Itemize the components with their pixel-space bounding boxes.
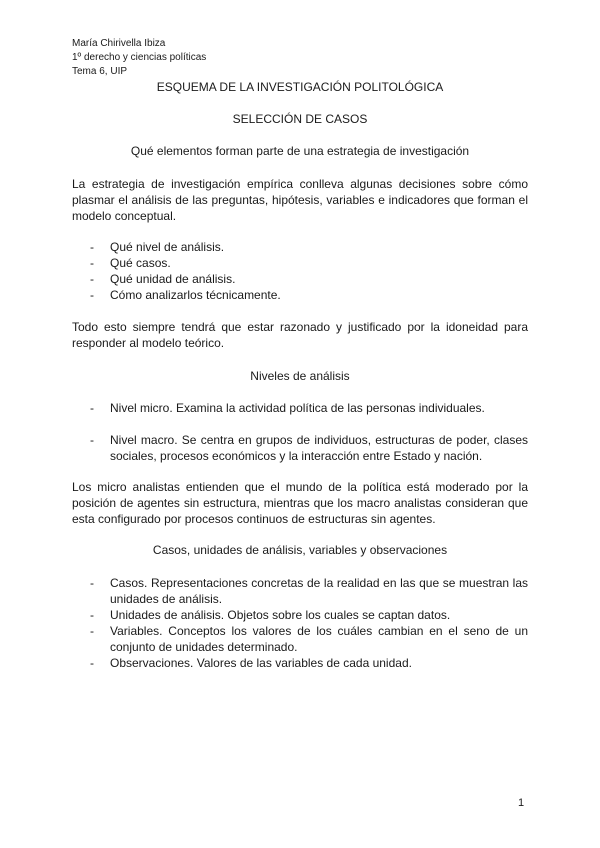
section-subheading-estrategia: Qué elementos forman parte de una estrategia de investigación <box>130 144 470 158</box>
list-item: - Variables. Conceptos los valores de los cuáles cambian en el seno de un conjunto de unidades determinado. <box>90 624 528 654</box>
section-heading-niveles: Niveles de análisis <box>250 369 350 383</box>
list-item: - Nivel macro. Se centra en grupos de individuos, estructuras de poder, clases sociales, procesos económicos y la interacción entre Estado y nación. <box>90 433 528 463</box>
document-title: ESQUEMA DE LA INVESTIGACIÓN POLITOLÓGICA <box>156 80 444 94</box>
bullet-dash: - <box>90 608 94 622</box>
cases-list <box>72 575 528 671</box>
bullet-dash: - <box>90 256 94 270</box>
list-item: - Nivel micro. Examina la actividad política de las personas individuales. <box>90 401 485 415</box>
section-heading-seleccion: SELECCIÓN DE CASOS <box>232 112 368 126</box>
bullet-dash: - <box>90 433 94 447</box>
author-name: María Chirivella Ibiza <box>72 38 166 49</box>
bullet-dash: - <box>90 576 94 590</box>
list-item: - Casos. Representaciones concretas de la realidad en las que se muestran las unidades de análisis. <box>90 576 528 606</box>
page-number: 1 <box>518 797 525 809</box>
bullet-dash: - <box>90 656 94 670</box>
list-item: - Qué nivel de análisis. <box>90 240 225 254</box>
bullet-dash: - <box>90 288 94 302</box>
bullet-dash: - <box>90 401 94 415</box>
list-item: - Observaciones. Valores de las variables de cada unidad. <box>90 656 412 670</box>
strategy-list <box>72 239 528 303</box>
levels-list <box>72 400 528 464</box>
topic-label: Tema 6, UIP <box>72 66 128 77</box>
bullet-dash: - <box>90 240 94 254</box>
list-item: - Unidades de análisis. Objetos sobre los cuales se captan datos. <box>90 608 451 622</box>
list-item: - Qué unidad de análisis. <box>90 272 236 286</box>
intro-paragraph: La estrategia de investigación empírica conlleva algunas decisiones sobre cómo plasmar el análisis de las preguntas, hipótesis, variables e indicadores que forman el modelo conceptual. <box>72 177 528 223</box>
bullet-dash: - <box>90 272 94 286</box>
list-item: - Cómo analizarlos técnicamente. <box>90 288 281 302</box>
analysts-paragraph: Los micro analistas entienden que el mundo de la política está moderado por la posición de agentes sin estructura, mientras que los macro analistas consideran que esta configurado por procesos continuos de estructuras sin agentes. <box>72 480 528 526</box>
bullet-dash: - <box>90 624 94 638</box>
list-item: - Qué casos. <box>90 256 171 270</box>
closing-paragraph: Todo esto siempre tendrá que estar razonado y justificado por la idoneidad para responder al modelo teórico. <box>72 320 528 350</box>
course-name: 1º derecho y ciencias políticas <box>72 52 207 63</box>
document-header <box>72 37 206 79</box>
section-heading-casos: Casos, unidades de análisis, variables y observaciones <box>152 543 448 557</box>
